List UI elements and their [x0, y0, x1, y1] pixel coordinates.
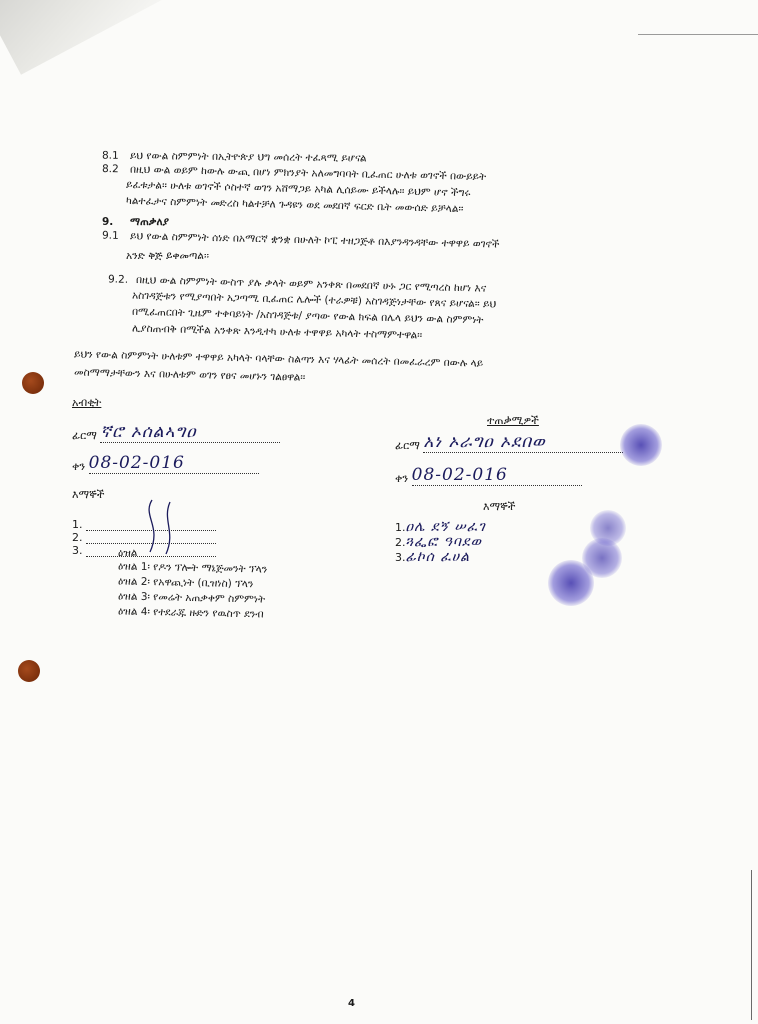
left-signature: ኛሮ ኦሰልኣግዐ	[100, 422, 197, 442]
left-witness-title: እማኞች	[72, 488, 105, 501]
paragraph-9-2: 9.2. በዚህ ውል ስምምነት ውስጥ ያሉ ቃላት ወይም አንቀጽ በመደበኛ ሁኑ ጋር የሚጣረስ ከሆነ እና	[107, 273, 487, 295]
paragraph-9-1: 9.1 ይህ የውል ስምምነት ሰነድ በአማርኛ ቋንቋ በሁለት ኮፒ ተዘጋጅቶ በእያንዳንዳቸው ተዋዋይ ወገኖች	[101, 229, 500, 251]
paragraph-line: ሊያስጠብቅ በሚችል አንቀጽ እንዲተካ ሁለቱ ተዋዋይ አካላት ተስማምተዋል፡፡	[131, 322, 423, 342]
folded-corner	[0, 0, 224, 75]
page-number: 4	[348, 998, 355, 1009]
date-line	[89, 453, 259, 474]
annex-item: ዕዝል 4፡ የተደራጁ ዙድን የዉስጥ ደንብ	[117, 605, 264, 621]
witness-signature: ጓፌፎ ዓባደወ	[405, 534, 482, 550]
fingerprint-stamp	[620, 424, 662, 466]
closing-statement: ይህን የውል ስምምነት ሁለቱም ተዋዋይ አካላት ባላቸው ስልጣን እና ሃላፊት መሰረት በመፈራረም በውሉ ላይ	[73, 348, 484, 370]
right-signature: አነ ኦራግዐ ኦደበወ	[423, 432, 546, 452]
signature-label: ፊርማ	[395, 439, 420, 452]
paragraph-8-2: 8.2 በዚህ ውል ወይም ከውሉ ውጪ በሆነ ምክንያት አለመግባባት ቢፈጠር ሁለቱ ወገኖች በውይይት	[101, 162, 487, 184]
witness-row: 1.ዐሌ ደኝ ሠፈገ	[395, 519, 486, 535]
right-date: 08-02-016	[411, 465, 508, 485]
date-label: ቀን	[395, 472, 409, 485]
top-edge-line	[638, 34, 758, 35]
date-label: ቀን	[72, 460, 86, 473]
fingerprint-stamp	[548, 560, 594, 606]
witness-signature: ዐሌ ደኝ ሠፈገ	[405, 519, 486, 535]
paragraph-line: ይፈቱታል፡፡ ሁለቱ ወገኖች ሶስተኛ ወገን አሸማጋይ አካል ሊሰይሙ ይችላሉ፡፡ ይህም ሆኖ ችግሩ	[125, 178, 471, 200]
right-party-title: ተጠቃሚዎች	[487, 414, 539, 427]
right-witness-title: እማኞች	[483, 500, 516, 513]
date-line	[412, 465, 582, 486]
witness-row: 3.ፊኮሰ ፈሀል	[395, 549, 470, 565]
witness-row: 2.ጓፌፎ ዓባደወ	[395, 534, 482, 550]
annex-item: ዕዝል 3፡ የመሬት አጠቃቀም ስምምነት	[117, 590, 266, 606]
witness-row: 3.	[72, 544, 280, 557]
paragraph-line: በሚፈጠርበት ጊዜም ተቀባይነት /አስገዳጅቱ/ ያጣው የውል ክፍል በሌላ ይህን ውል ስምምነት	[131, 305, 484, 327]
annex-list	[118, 546, 267, 621]
witness-signature: ፊኮሰ ፈሀል	[405, 549, 470, 565]
section-9-heading: 9. ማጠቃለያ	[102, 216, 170, 228]
annex-item: ዕዝል 1፡ የዶን ፕሎት ማኔጅመንት ፕላን	[117, 560, 268, 576]
signature-line	[100, 422, 280, 443]
right-signature-row	[395, 432, 623, 453]
signature-label: ፊርማ	[72, 429, 97, 442]
paragraph-line: ካልተፈታና ስምምነት መድረስ ካልተቻለ ጉዳዩን ወደ መደበኛ ፍርድ ቤት መውሰድ ይቻላል፡፡	[125, 194, 464, 216]
left-party-block	[72, 396, 280, 557]
right-edge-line	[751, 870, 752, 1020]
witness-row: 1.	[72, 518, 280, 531]
annex-title: ዕዝል	[118, 547, 138, 559]
left-date: 08-02-016	[88, 453, 185, 473]
left-party-title: አብቂት	[72, 396, 102, 409]
signature-line	[423, 432, 623, 453]
paragraph-line: አንድ ቅጅ ይቀመጣል፡፡	[126, 250, 209, 262]
punch-hole-top	[22, 372, 44, 394]
left-signature-row	[72, 422, 280, 443]
annex-item: ዕዝል 2፡ የአዋጪነት (ቢዝነስ) ፕላን	[117, 575, 254, 591]
paragraph-8-1: 8.1 ይህ የውል ስምምነት በኢትዮጵያ ህግ መሰረት ተፈጻሚ ይሆናል	[101, 149, 367, 165]
left-date-row	[72, 453, 280, 474]
paragraph-line: አስገዳጅቱን የሚያጣበት አጋጣሚ ቢፈጠር ሌሎች (ተራዎቹ) አስገዳጅነታቸው የጸና ይሆናል፡፡ ይህ	[131, 289, 497, 311]
closing-statement-line: መስማማታቸውን እና በሁለቱም ወገን የፀና መሆኑን ገልፀዋል፡፡	[73, 366, 306, 384]
right-date-row	[395, 465, 623, 486]
punch-hole-bottom	[18, 660, 40, 682]
witness-row: 2.	[72, 531, 280, 544]
